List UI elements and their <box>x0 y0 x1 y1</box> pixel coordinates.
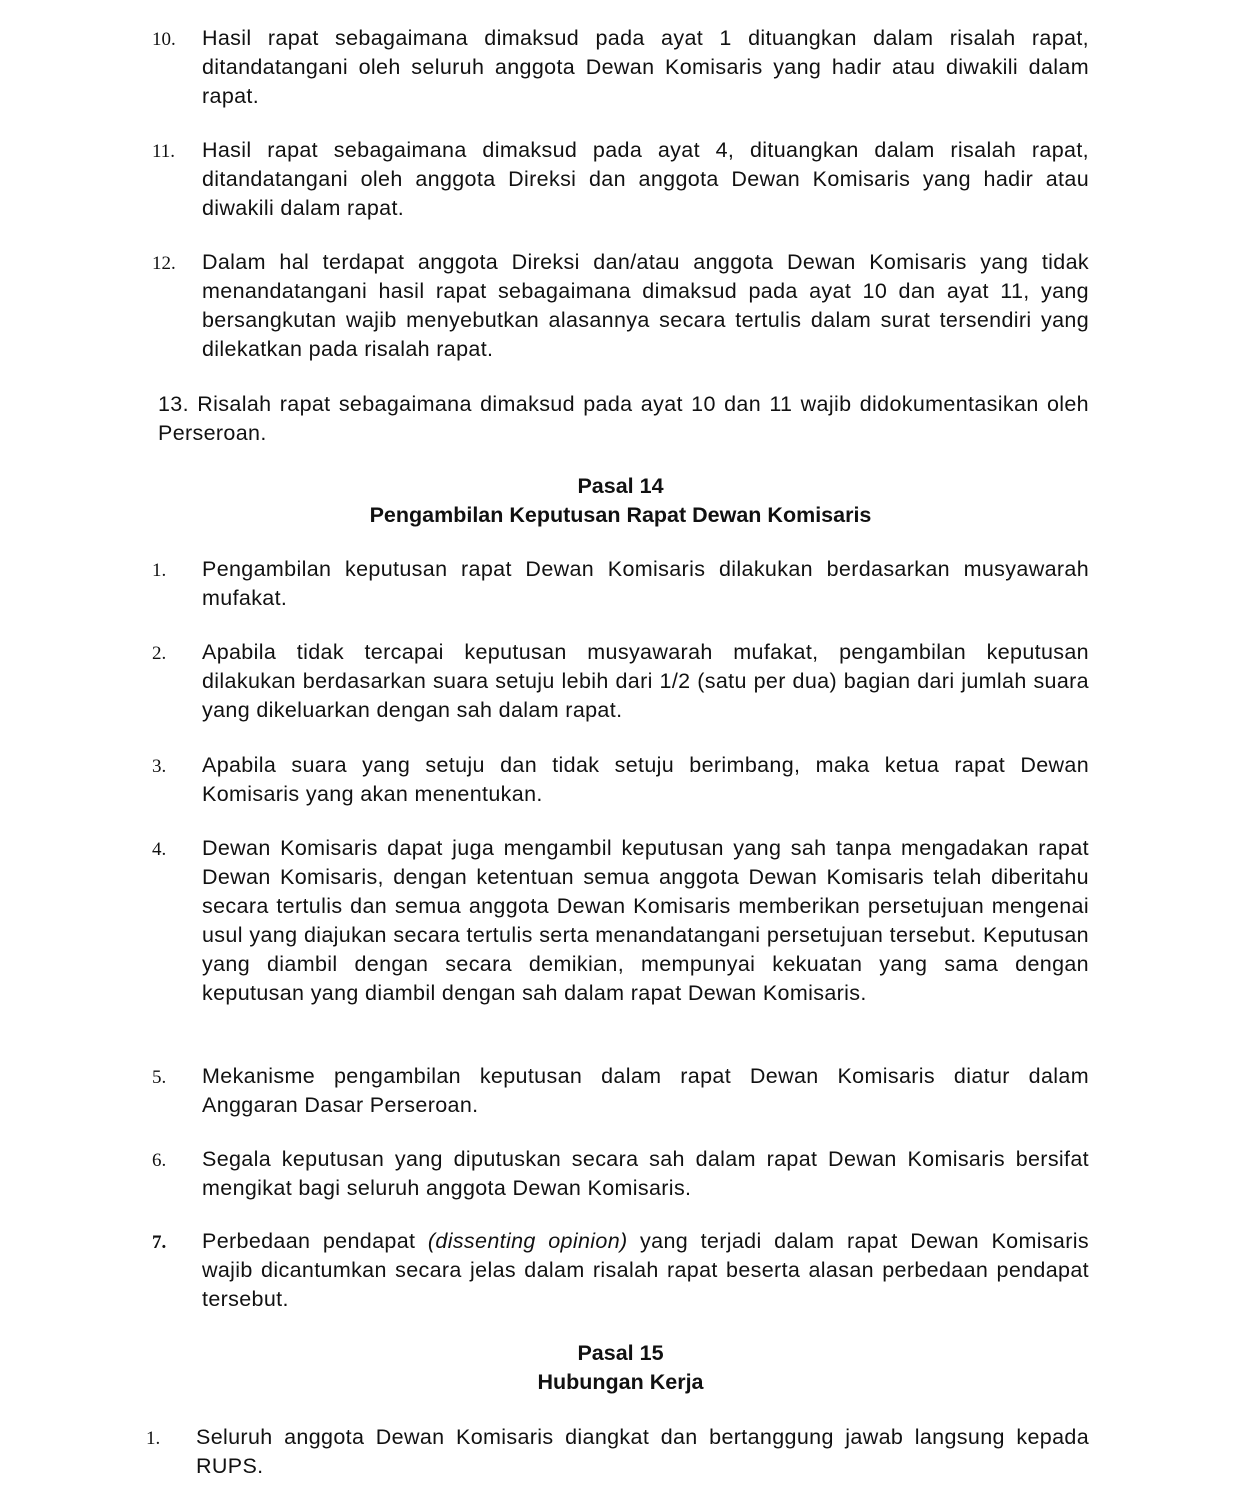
list-item-3 <box>152 751 1089 809</box>
list-item-13 <box>158 390 1089 448</box>
item-number: 13. <box>158 392 189 416</box>
item-text: Segala keputusan yang diputuskan secara sah dalam rapat Dewan Komisaris bersifat mengikat bagi seluruh anggota Dewan Komisaris. <box>202 1147 1089 1200</box>
item-number: 6. <box>152 1150 167 1171</box>
section-title-pasal-15: Hubungan Kerja <box>537 1370 704 1394</box>
item-text: Hasil rapat sebagaimana dimaksud pada ayat 1 dituangkan dalam risalah rapat, ditandatangani oleh seluruh anggota Dewan Komisaris yang hadir atau diwakili dalam rapat. <box>202 26 1089 108</box>
list-item-10 <box>152 24 1089 111</box>
item-number: 3. <box>152 756 167 777</box>
italic-term: (dissenting opinion) <box>427 1229 628 1253</box>
item-number: 1. <box>146 1428 161 1449</box>
item-number: 10. <box>152 29 176 50</box>
item-text: Apabila tidak tercapai keputusan musyawarah mufakat, pengambilan keputusan dilakukan berdasarkan suara setuju lebih dari 1/2 (satu per dua) bagian dari jumlah suara yang dikeluarkan dengan sah dalam rapat. <box>202 640 1089 722</box>
item-text: Dalam hal terdapat anggota Direksi dan/atau anggota Dewan Komisaris yang tidak menandatangani hasil rapat sebagaimana dimaksud pada ayat 10 dan ayat 11, yang bersangkutan wajib menyebutkan alasannya secara tertulis dalam surat tersendiri yang dilekatkan pada risalah rapat. <box>202 250 1089 361</box>
list-item-2 <box>152 638 1089 725</box>
item-text: Dewan Komisaris dapat juga mengambil keputusan yang sah tanpa mengadakan rapat Dewan Komisaris, dengan ketentuan semua anggota Dewan Komisaris telah diberitahu secara tertulis dan semua anggota Dewan Komisaris memberikan persetujuan mengenai usul yang diajukan secara tertulis serta menandatangani persetujuan tersebut. Keputusan yang diambil dengan secara demikian, mempunyai kekuatan yang sama dengan keputusan yang diambil dengan sah dalam rapat Dewan Komisaris. <box>202 836 1089 1005</box>
list-item-7 <box>152 1227 1089 1314</box>
item-text: Hasil rapat sebagaimana dimaksud pada ayat 4, dituangkan dalam risalah rapat, ditandatangani oleh anggota Direksi dan anggota Dewan Komisaris yang hadir atau diwakili dalam rapat. <box>202 138 1089 220</box>
section-title-pasal-14: Pengambilan Keputusan Rapat Dewan Komisaris <box>369 503 872 527</box>
list-item-12 <box>152 248 1089 364</box>
list-item-1 <box>146 1423 1089 1481</box>
item-text: Apabila suara yang setuju dan tidak setuju berimbang, maka ketua rapat Dewan Komisaris yang akan menentukan. <box>202 753 1089 806</box>
item-text: Mekanisme pengambilan keputusan dalam rapat Dewan Komisaris diatur dalam Anggaran Dasar Perseroan. <box>202 1064 1089 1117</box>
list-item-4 <box>152 834 1089 1008</box>
item-number: 11. <box>152 141 176 162</box>
item-text: Perbedaan pendapat (dissenting opinion) yang terjadi dalam rapat Dewan Komisaris wajib dicantumkan secara jelas dalam risalah rapat beserta alasan perbedaan pendapat tersebut. <box>202 1229 1089 1311</box>
item-number: 4. <box>152 839 167 860</box>
item-number: 2. <box>152 643 167 664</box>
section-number-pasal-14: Pasal 14 <box>577 474 664 498</box>
item-number: 5. <box>152 1067 167 1088</box>
item-number: 12. <box>152 253 176 274</box>
list-item-5 <box>152 1062 1089 1120</box>
item-number: 1. <box>152 560 167 581</box>
item-text: Pengambilan keputusan rapat Dewan Komisaris dilakukan berdasarkan musyawarah mufakat. <box>202 557 1089 610</box>
item-text: Risalah rapat sebagaimana dimaksud pada ayat 10 dan 11 wajib didokumentasikan oleh Perseroan. <box>158 392 1089 445</box>
item-number: 7. <box>152 1232 167 1253</box>
section-number-pasal-15: Pasal 15 <box>577 1341 664 1365</box>
list-item-11 <box>152 136 1089 223</box>
item-text: Seluruh anggota Dewan Komisaris diangkat dan bertanggung jawab langsung kepada RUPS. <box>196 1425 1089 1478</box>
list-item-6 <box>152 1145 1089 1203</box>
list-item-1 <box>152 555 1089 613</box>
